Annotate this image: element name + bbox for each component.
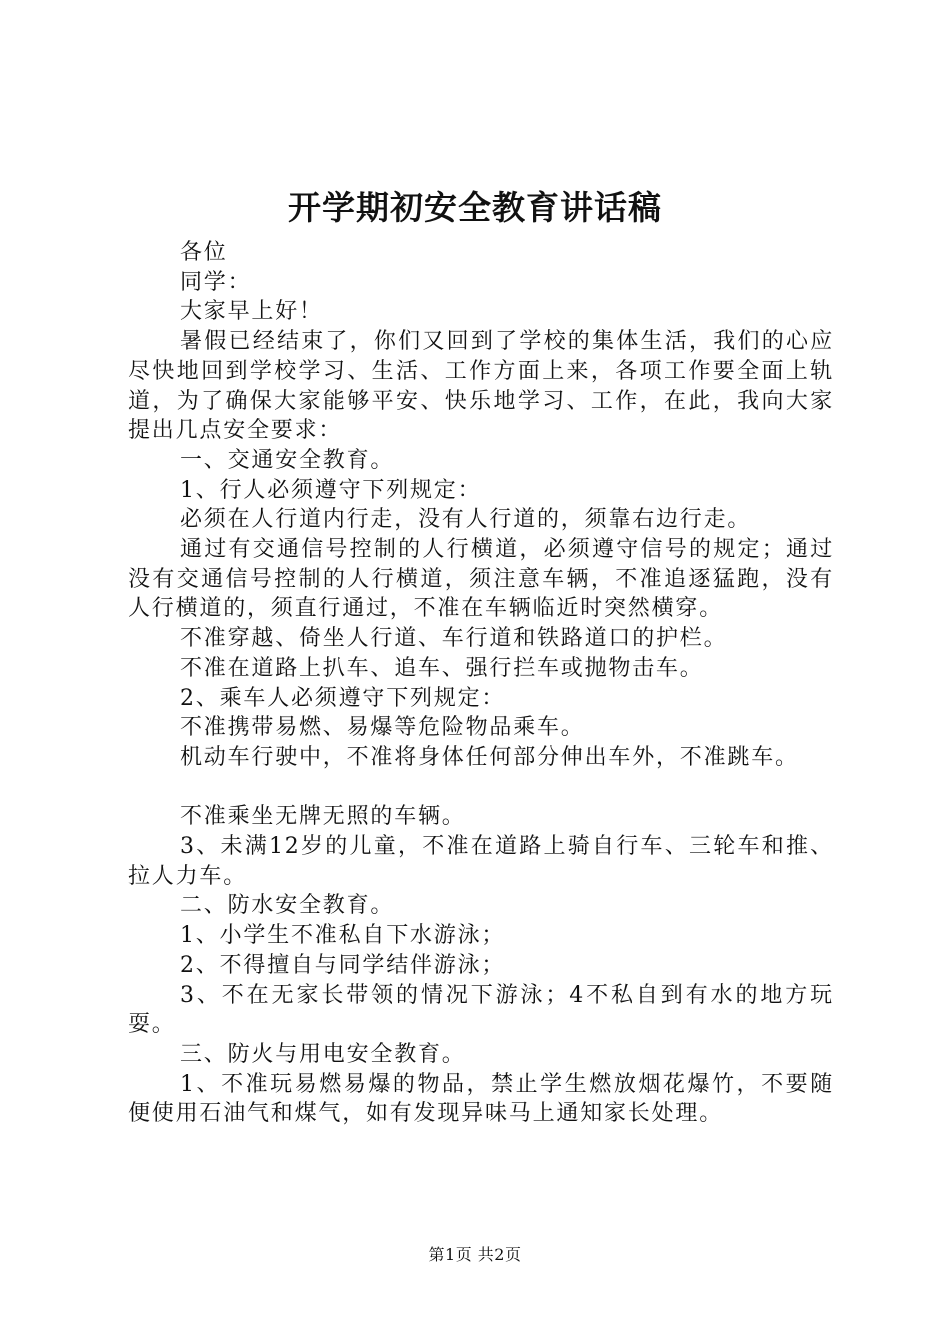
document-title: 开学期初安全教育讲话稿: [288, 188, 662, 227]
salutation-line-2: 同学：: [180, 269, 252, 295]
paragraph-passenger-rule-3: 不准乘坐无牌无照的车辆。: [180, 804, 466, 830]
paragraph-fire-rule-1: 1、不准玩易燃易爆的物品，禁止学生燃放烟花爆竹，不要随便使用石油气和煤气，如有发现异味马上通知家长处理。: [128, 1071, 834, 1127]
page-number: 第1页 共2页: [428, 1245, 522, 1264]
paragraph-pedestrian-rule-4: 不准在道路上扒车、追车、强行拦车或抛物击车。: [180, 655, 704, 681]
greeting: 大家早上好！: [180, 299, 323, 325]
paragraph-pedestrian-rule-2: 通过有交通信号控制的人行横道，必须遵守信号的规定；通过没有交通信号控制的人行横道，须注意车辆，不准追逐猛跑，没有人行横道的，须直行通过，不准在车辆临近时突然横穿。: [128, 537, 834, 622]
subsection-heading-passenger: 2、乘车人必须遵守下列规定：: [180, 685, 506, 711]
document-body: [128, 238, 834, 1129]
paragraph-water-rule-1: 1、小学生不准私自下水游泳；: [180, 923, 506, 949]
section-heading-traffic: 一、交通安全教育。: [180, 447, 395, 473]
paragraph-passenger-rule-1: 不准携带易燃、易爆等危险物品乘车。: [180, 715, 585, 741]
subsection-heading-pedestrian: 1、行人必须遵守下列规定：: [180, 477, 482, 503]
salutation-line-1: 各位: [180, 240, 228, 265]
paragraph-pedestrian-rule-1: 必须在人行道内行走，没有人行道的，须靠右边行走。: [180, 507, 752, 533]
intro-paragraph: 暑假已经结束了，你们又回到了学校的集体生活，我们的心应尽快地回到学校学习、生活、工作方面上来，各项工作要全面上轨道，为了确保大家能够平安、快乐地学习、工作，在此，我向大家提出几点安全要求：: [128, 329, 834, 444]
paragraph-children-rule: 3、未满12岁的儿童，不准在道路上骑自行车、三轮车和推、拉人力车。: [128, 834, 834, 889]
paragraph-water-rule-3: 3、不在无家长带领的情况下游泳；4不私自到有水的地方玩耍。: [128, 982, 834, 1038]
section-heading-fire-electricity: 三、防火与用电安全教育。: [180, 1041, 466, 1067]
paragraph-water-rule-2: 2、不得擅自与同学结伴游泳；: [180, 952, 506, 978]
paragraph-pedestrian-rule-3: 不准穿越、倚坐人行道、车行道和铁路道口的护栏。: [180, 626, 728, 652]
section-heading-water: 二、防水安全教育。: [180, 893, 395, 919]
paragraph-passenger-rule-2: 机动车行驶中，不准将身体任何部分伸出车外，不准跳车。: [180, 744, 799, 770]
